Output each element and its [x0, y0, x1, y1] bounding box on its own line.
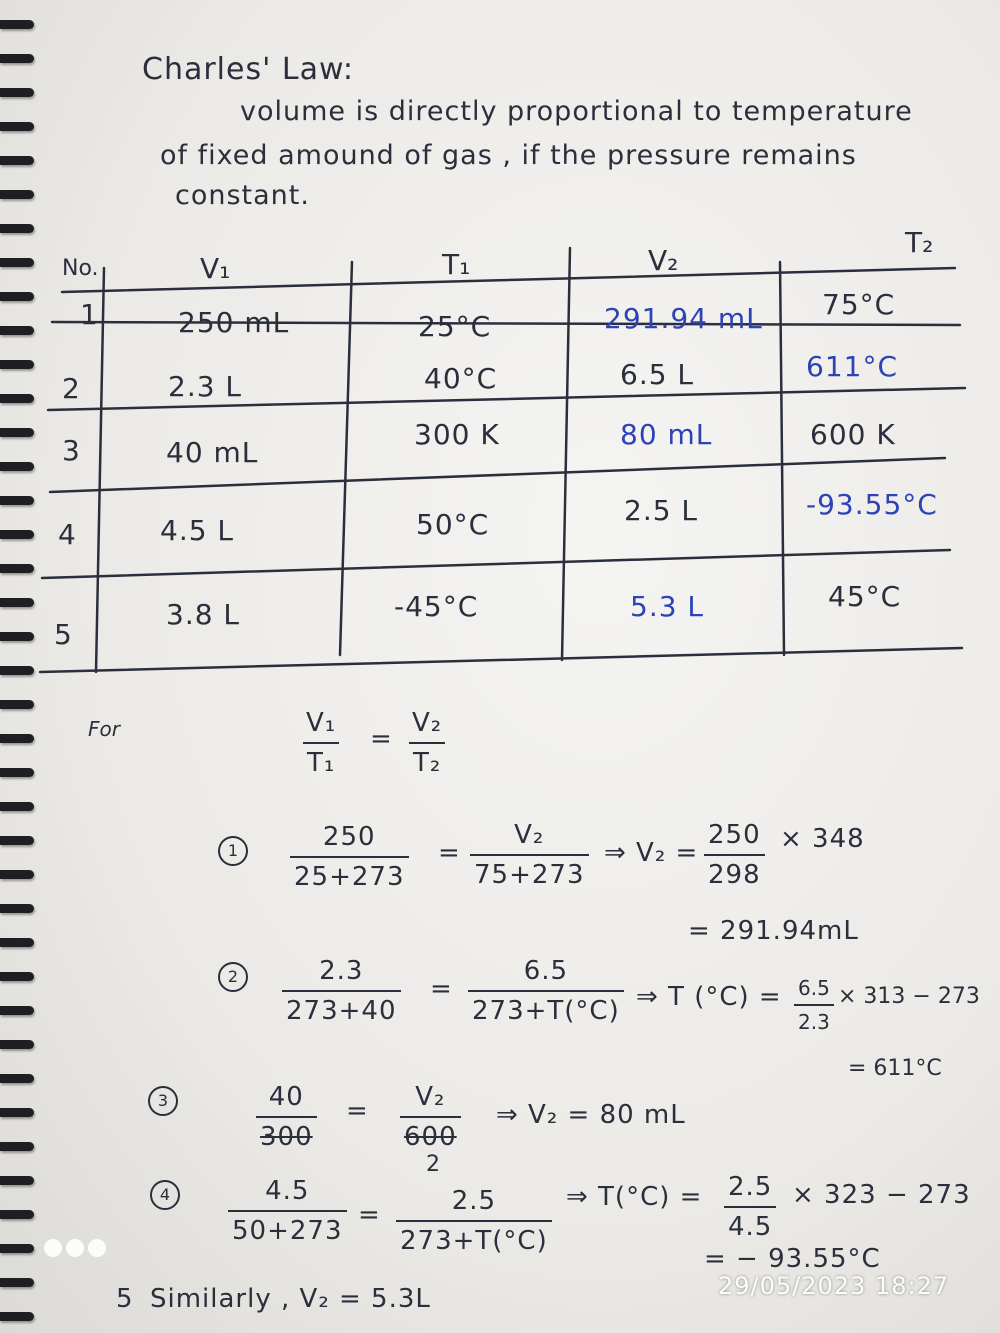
- step-1-arrow: ⇒ V₂ =: [604, 838, 699, 868]
- step-4-multiplier: × 323 − 273: [792, 1180, 971, 1210]
- binding-ring: [0, 1142, 34, 1151]
- formula-rhs: $\frac{\text{V₂}}{\text{T₂}}$: [408, 708, 446, 778]
- step-3-lhs: $\frac{40}{300}$: [256, 1082, 317, 1152]
- step-4-result: = − 93.55°C: [704, 1244, 881, 1274]
- header-v2: V₂: [648, 244, 679, 277]
- row-3-no: 3: [62, 434, 81, 467]
- step-2-arrow: ⇒ T (°C) =: [636, 982, 782, 1012]
- page-title: Charles' Law:: [142, 52, 354, 87]
- definition-line-3: constant.: [175, 180, 310, 211]
- step-5-marker: 5: [116, 1284, 134, 1314]
- row-4-no: 4: [58, 518, 77, 551]
- step-1-multiplier: × 348: [780, 824, 865, 854]
- row-3-v1: 40 mL: [166, 436, 259, 469]
- binding-ring: [0, 1278, 34, 1287]
- step-2-ratio: $\frac{6.5}{2.3}$: [794, 976, 834, 1034]
- step-2-lhs: $\frac{2.3}{273+40}$: [282, 956, 401, 1026]
- formula-equals: =: [370, 724, 393, 754]
- row-1-v2-answer: 291.94 mL: [604, 302, 763, 335]
- step-1-marker: 1: [218, 836, 248, 866]
- row-3-t2: 600 K: [810, 418, 896, 451]
- row-2-t2-answer: 611°C: [806, 350, 898, 383]
- binding-ring: [0, 1176, 34, 1185]
- row-2-v1: 2.3 L: [168, 370, 243, 403]
- step-3-arrow: ⇒ V₂ = 80 mL: [496, 1100, 686, 1130]
- row-1-no: 1: [80, 298, 99, 331]
- row-4-t1: 50°C: [416, 508, 490, 541]
- step-4-rhs: $\frac{2.5}{273+T(^\circ C)}$: [396, 1186, 552, 1256]
- step-2-multiplier: × 313 − 273: [838, 984, 980, 1009]
- step-1-lhs: $\frac{250}{25+273}$: [290, 822, 409, 892]
- binding-ring: [0, 1210, 34, 1219]
- step-1-rhs: $\frac{\text{V₂}}{75+273}$: [470, 820, 589, 890]
- step-3-marker: 3: [148, 1086, 178, 1116]
- binding-ring: [0, 1312, 34, 1321]
- binding-ring: [0, 1074, 34, 1083]
- row-1-v1: 250 mL: [178, 306, 290, 339]
- row-2-t1: 40°C: [424, 362, 498, 395]
- row-4-v2: 2.5 L: [624, 494, 699, 527]
- row-3-t1: 300 K: [414, 418, 500, 451]
- binding-ring: [0, 1040, 34, 1049]
- binding-ring: [0, 768, 34, 777]
- row-5-t2: 45°C: [828, 580, 902, 613]
- header-t1: T₁: [442, 248, 471, 281]
- step-4-equals: =: [358, 1200, 381, 1230]
- step-1-result: = 291.94mL: [688, 916, 859, 946]
- step-3-rhs: $\frac{\text{V₂}}{600}$: [400, 1082, 461, 1152]
- row-2-v2: 6.5 L: [620, 358, 695, 391]
- binding-ring: [0, 836, 34, 845]
- step-4-lhs: $\frac{4.5}{50+273}$: [228, 1176, 347, 1246]
- formula-lhs: $\frac{\text{V₁}}{\text{T₁}}$: [302, 708, 340, 778]
- step-2-rhs: $\frac{6.5}{273+T(^\circ C)}$: [468, 956, 624, 1026]
- binding-ring: [0, 734, 34, 743]
- step-2-equals: =: [430, 974, 453, 1004]
- step-3-equals: =: [346, 1096, 369, 1126]
- row-3-v2-answer: 80 mL: [620, 418, 713, 451]
- step-2-marker: 2: [218, 962, 248, 992]
- step-4-ratio: $\frac{2.5}{4.5}$: [724, 1172, 776, 1242]
- photo-dots-icon: [44, 1238, 110, 1263]
- row-4-t2-answer: -93.55°C: [806, 488, 938, 521]
- step-4-arrow: ⇒ T(°C) =: [566, 1182, 703, 1212]
- step-1-ratio: $\frac{250}{298}$: [704, 820, 765, 890]
- binding-ring: [0, 938, 34, 947]
- row-1-t1: 25°C: [418, 310, 492, 343]
- row-5-no: 5: [54, 618, 73, 651]
- row-4-v1: 4.5 L: [160, 514, 235, 547]
- step-5-text: Similarly , V₂ = 5.3L: [150, 1284, 431, 1314]
- header-no: No.: [62, 256, 99, 281]
- binding-ring: [0, 870, 34, 879]
- binding-ring: [0, 972, 34, 981]
- for-label: For: [88, 717, 120, 741]
- row-5-v1: 3.8 L: [166, 598, 241, 631]
- binding-ring: [0, 700, 34, 709]
- step-1-equals: =: [438, 838, 461, 868]
- step-4-marker: 4: [150, 1180, 180, 1210]
- binding-ring: [0, 1006, 34, 1015]
- step-3-cancel-note: 2: [426, 1152, 440, 1177]
- binding-ring: [0, 802, 34, 811]
- photo-timestamp: 29/05/2023 18:27: [718, 1272, 950, 1300]
- definition-line-1: volume is directly proportional to temperature: [240, 96, 913, 127]
- binding-ring: [0, 904, 34, 913]
- row-5-v2-answer: 5.3 L: [630, 590, 705, 623]
- row-1-t2: 75°C: [822, 288, 896, 321]
- header-v1: V₁: [200, 252, 231, 285]
- binding-ring: [0, 1108, 34, 1117]
- step-2-result: = 611°C: [848, 1056, 942, 1081]
- header-t2: T₂: [905, 226, 934, 259]
- definition-line-2: of fixed amound of gas , if the pressure remains: [160, 140, 857, 171]
- row-5-t1: -45°C: [394, 590, 479, 623]
- binding-ring: [0, 1244, 34, 1253]
- row-2-no: 2: [62, 372, 81, 405]
